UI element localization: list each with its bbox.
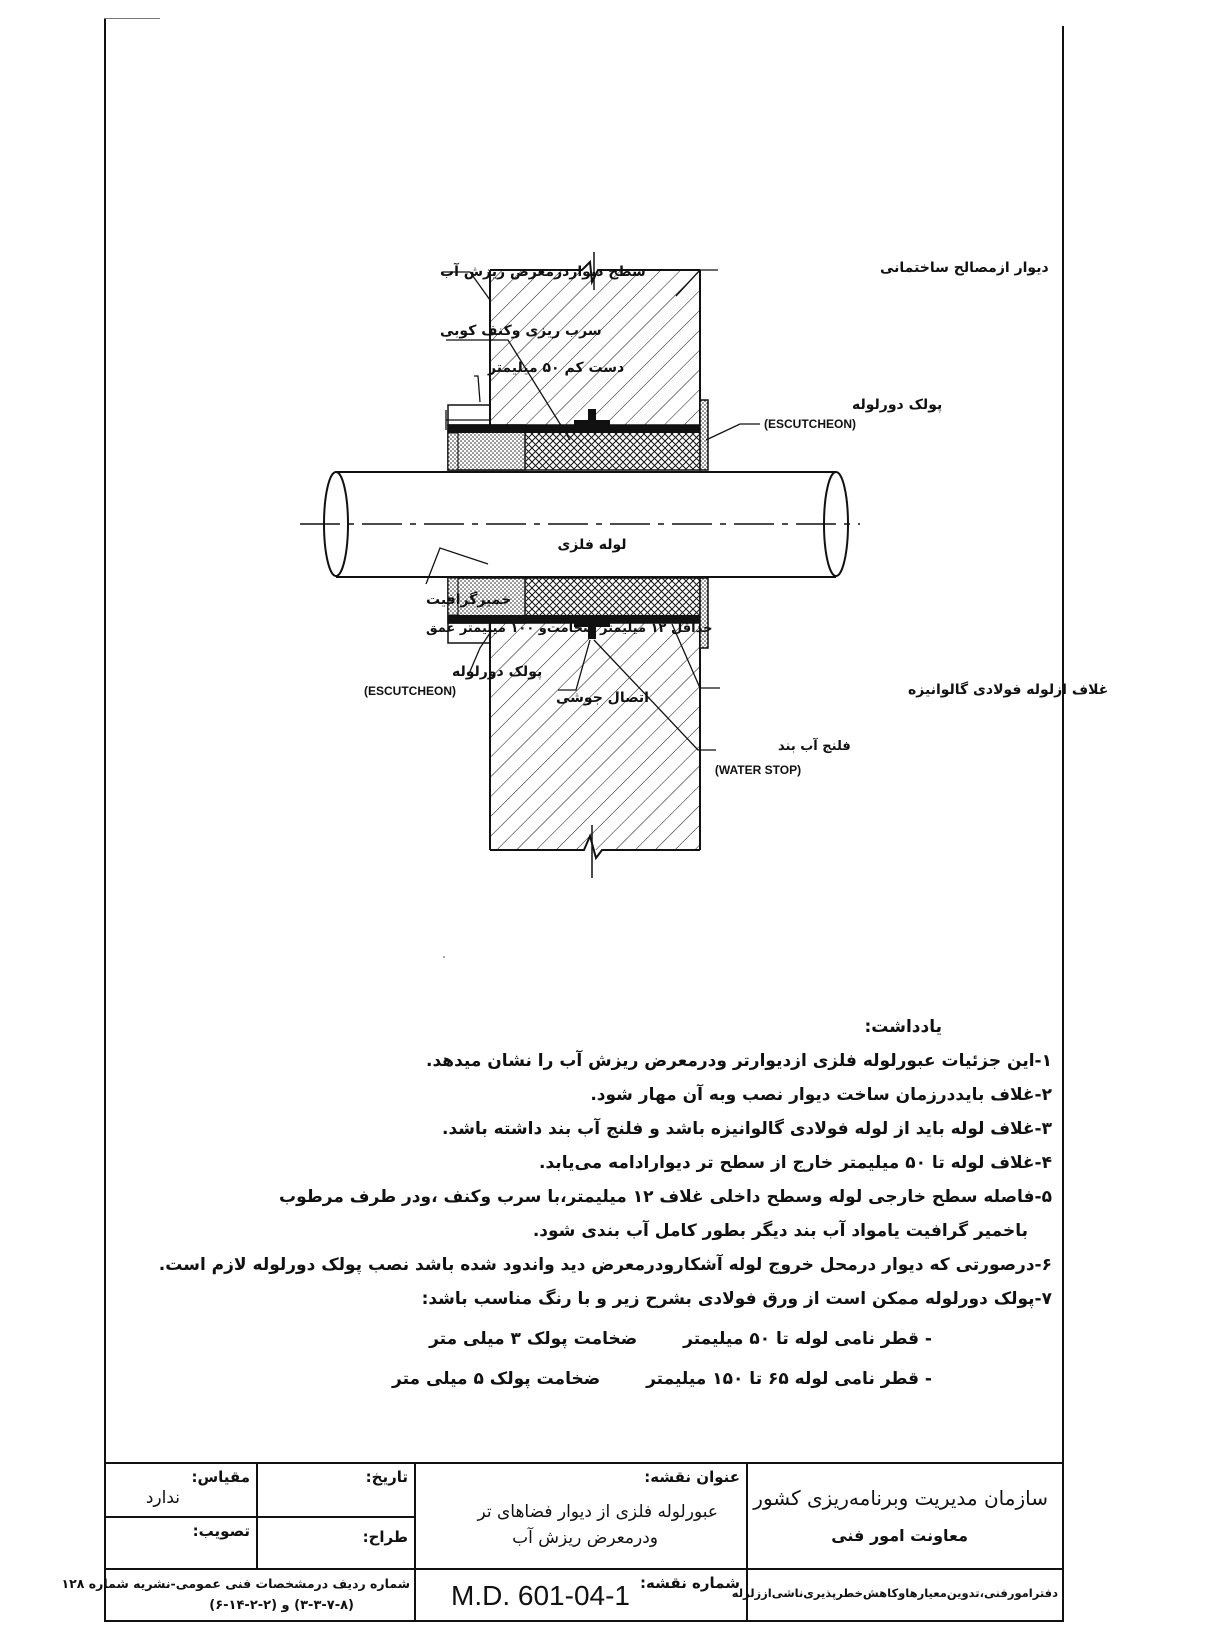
label-escutcheon-bottom-en: (ESCUTCHEON) xyxy=(364,684,456,698)
org-deputy: معاونت امور فنی xyxy=(831,1526,968,1545)
note-7-row-1-diameter: - قطر نامی لوله تا ۵۰ میلیمتر xyxy=(683,1329,932,1349)
notes-heading: یادداشت: xyxy=(864,1017,942,1037)
notes-section xyxy=(112,1010,1052,1396)
note-6: ۶-درصورتی که دیوار درمحل خروج لوله آشکارودرمعرض دید واندود شده باشد نصب پولک دورلوله لازم است. xyxy=(158,1255,1052,1275)
label-water-stop-en: (WATER STOP) xyxy=(714,763,802,777)
label-water-stop: فلنج آب بند xyxy=(778,739,851,754)
note-1: ۱-این جزئیات عبورلوله فلزی ازدیوارتر ودرمعرض ریزش آب را نشان میدهد. xyxy=(426,1051,1052,1071)
note-2: ۲-غلاف بایددرزمان ساخت دیوار نصب وبه آن مهار شود. xyxy=(590,1085,1052,1105)
reference-line-2: (۳-۳-۷-۸) و (۲-۲-۱۴-۶) xyxy=(209,1598,354,1613)
scale-label: مقیاس: xyxy=(191,1468,250,1486)
note-4: ۴-غلاف لوله تا ۵۰ میلیمتر خارج از سطح تر دیوارادامه می‌یابد. xyxy=(539,1153,1052,1173)
note-7-row-1-thickness: ضخامت پولک ۳ میلی متر xyxy=(429,1329,638,1349)
label-lead-caulking: سرب ریزی وکنف کوبی xyxy=(440,323,602,339)
note-3: ۳-غلاف لوله باید از لوله فولادی گالوانیزه باشد و فلنج آب بند داشته باشد. xyxy=(442,1119,1052,1139)
note-7-row-2 xyxy=(112,1356,1052,1396)
title-block xyxy=(61,1462,1064,1622)
tb-number xyxy=(414,1568,748,1622)
date-label: تاریخ: xyxy=(365,1468,408,1486)
label-building-wall: دیوار ازمصالح ساختمانی xyxy=(880,260,1049,276)
tb-date xyxy=(256,1462,416,1518)
org-office: دفترامورفنی،تدوین‌معیارهاوکاهش‌خطرپذیری‌ناشی‌اززلزله xyxy=(731,1586,1058,1600)
note-7-row-2-diameter: - قطر نامی لوله ۶۵ تا ۱۵۰ میلیمتر xyxy=(646,1369,932,1389)
label-galv-sleeve: غلاف ازلوله فولادی گالوانیزه xyxy=(908,682,1109,698)
tb-office xyxy=(731,1568,1064,1622)
drawing-number: M.D. 601-04-1 xyxy=(451,1580,630,1611)
title-line-2: ودرمعرض ریزش آب xyxy=(512,1528,658,1548)
tb-title xyxy=(414,1462,748,1570)
label-wet-wall-surface: سطح دیواردرمعرض ریزش آب xyxy=(440,264,646,280)
wall-lower xyxy=(490,610,700,878)
label-graphite-paste: خمیرگرافیت xyxy=(426,592,512,608)
number-label: شماره نقشه: xyxy=(640,1574,740,1592)
label-weld-joint: اتصال جوشی xyxy=(556,690,649,706)
label-escutcheon-top: پولک دورلوله xyxy=(852,397,943,413)
note-7: ۷-پولک دورلوله ممکن است از ورق فولادی بشرح زیر و با رنگ مناسب باشد: xyxy=(421,1289,1052,1309)
note-7-row-1 xyxy=(112,1316,1052,1356)
label-min-50mm: دست کم ۵۰ میلیمتر xyxy=(488,360,625,376)
note-5a: ۵-فاصله سطح خارجی لوله وسطح داخلی غلاف ۱۲ میلیمتر،با سرب وکنف ،ودر طرف مرطوب xyxy=(278,1187,1052,1207)
tb-reference xyxy=(61,1568,416,1622)
reference-line-1: شماره ردیف درمشخصات فنی عمومی-نشریه شماره ۱۲۸ xyxy=(61,1576,410,1591)
title-line-1: عبورلوله فلزی از دیوار فضاهای تر xyxy=(477,1502,718,1522)
metal-pipe xyxy=(300,472,860,577)
tb-designer xyxy=(256,1516,416,1570)
tb-approval xyxy=(104,1516,258,1570)
tb-organization xyxy=(746,1462,1064,1570)
label-escutcheon-bottom: پولک دورلوله xyxy=(452,664,543,680)
label-metal-pipe: لوله فلزی xyxy=(557,537,627,553)
designer-label: طراح: xyxy=(362,1528,408,1546)
label-escutcheon-top-en: (ESCUTCHEON) xyxy=(764,417,856,431)
note-7-row-2-thickness: ضخامت پولک ۵ میلی متر xyxy=(392,1369,601,1389)
approval-label: تصویب: xyxy=(192,1522,250,1540)
org-name: سازمان مدیریت وبرنامه‌ریزی کشور xyxy=(753,1486,1048,1510)
label-graphite-dims: حداقل ۱۲ میلیمتر ضخامت‌و ۱۰۰ میلیمتر عمق xyxy=(426,621,713,636)
note-5b: باخمیر گرافیت یامواد آب بند دیگر بطور کامل آب بندی شود. xyxy=(532,1221,1028,1241)
scale-value: ندارد xyxy=(145,1488,180,1508)
tb-scale xyxy=(104,1462,258,1518)
title-label: عنوان نقشه: xyxy=(644,1468,740,1486)
